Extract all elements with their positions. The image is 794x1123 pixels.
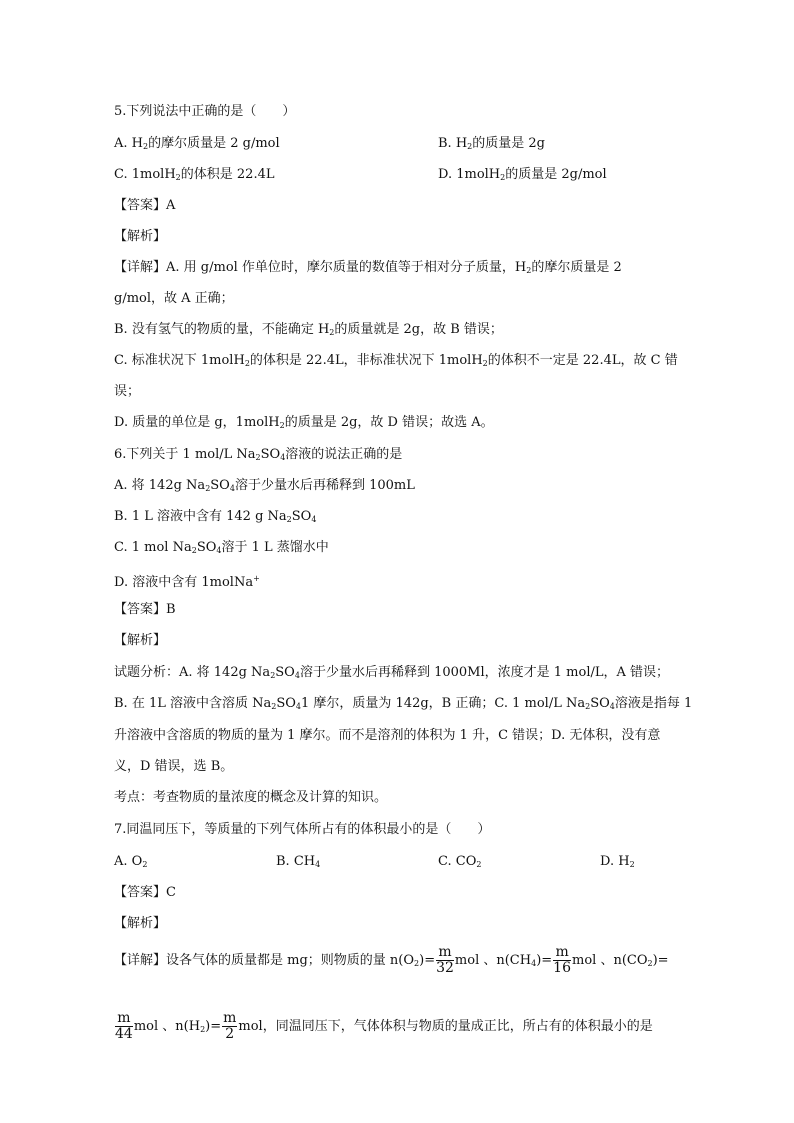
q6-analysis-line-4: 义，D 错误，选 B。 [114,759,234,774]
q6-option-d: D. 溶液中含有 1molNa+ [114,574,260,590]
fraction-m-2: $\frac{m}{2}$ [223,1010,237,1042]
q6-analysis-line-2: B. 在 1L 溶液中含溶质 $Na_2SO_41$ 摩尔，质量为 142g，B 正确；C. 1 mol/L $Na_2SO_4$溶液是指每 1 [114,696,693,711]
q5-answer: 【答案】A [114,198,176,213]
q5-option-c: C. 1molH$_2$的体积是 22.4L [114,167,275,182]
q6-option-c: C. 1 mol $Na_2SO_4$溶于 1 L 蒸馏水中 [114,540,329,555]
q6-analysis-heading: 【解析】 [114,633,167,648]
q7-stem: 7.同温同压下，等质量的下列气体所占有的体积最小的是（ ） [114,822,491,837]
q7-analysis-heading: 【解析】 [114,916,167,931]
q6-analysis-line-3: 升溶液中含溶质的物质的量为 1 摩尔。而不是溶剂的体积为 1 升，C 错误；D. 无体积，没有意 [114,728,661,743]
q5-option-b: B. $H_2$的质量是 2g [438,136,545,151]
q6-analysis-line-1: 试题分析：A. 将 142g $Na_2SO_4$溶于少量水后再稀释到 1000Ml，浓度才是 1 mol/L，A 错误； [114,665,670,680]
fraction-m-16: $\frac{m}{16}$ [553,944,571,976]
q5-detail-b: B. 没有氢气的物质的量，不能确定 $H_2$的质量就是 2g，故 B 错误； [114,322,503,337]
q7-detail-line-1: 【详解】设各气体的质量都是 mg；则物质的量 $n(O_2)=$ $\frac{m}{32}$ mol 、$n(CH_4)=$ $\frac{m}{16}$ mol 、$n(CO_2)=$ [114,944,669,976]
q6-option-b: B. 1 L 溶液中含有 142 g $Na_2SO_4$ [114,509,317,524]
q7-option-a: A. $O_2$ [114,854,148,869]
q7-detail-line-2: $\frac{m}{44}$ mol 、$n(H_2)=$ $\frac{m}{2}$ mol，同温同压下，气体体积与物质的量成正比，所占有的体积最小的是 [115,1010,653,1042]
q6-answer: 【答案】B [114,602,176,617]
q7-option-c: C. $CO_2$ [438,854,482,869]
q5-detail-line-1: 【详解】A. 用 g/mol 作单位时，摩尔质量的数值等于相对分子质量，$H_2$的摩尔质量是 2 [114,260,622,275]
q5-analysis-heading: 【解析】 [114,229,167,244]
q5-detail-d: D. 质量的单位是 g，1molH$_2$的质量是 2g，故 D 错误；故选 A。 [114,415,494,430]
q5-detail-c-1: C. 标准状况下 1molH$_2$的体积是 22.4L，非标准状况下 1molH$_2$的体积不一定是 22.4L，故 C 错 [114,353,678,368]
q5-detail-line-2: g/mol，故 A 正确； [114,291,234,306]
q5-option-d: D. 1molH$_2$的质量是 2g/mol [438,167,607,182]
q7-option-d: D. $H_2$ [600,854,635,869]
q5-stem: 5.下列说法中正确的是（ ） [114,104,296,119]
q6-option-a: A. 将 142g $Na_2SO_4$溶于少量水后再稀释到 100mL [114,478,415,493]
fraction-m-44: $\frac{m}{44}$ [115,1010,133,1042]
q5-option-a: A. $H_2$的摩尔质量是 2 g/mol [114,136,280,151]
fraction-m-32: $\frac{m}{32}$ [436,944,454,976]
q7-option-b: B. $CH_4$ [276,854,321,869]
q6-stem: 6.下列关于 1 mol/L $Na_2SO_4$溶液的说法正确的是 [114,447,403,462]
q7-answer: 【答案】C [114,885,176,900]
q6-kaodian: 考点：考查物质的量浓度的概念及计算的知识。 [114,790,388,805]
q5-detail-c-2: 误； [114,384,141,399]
